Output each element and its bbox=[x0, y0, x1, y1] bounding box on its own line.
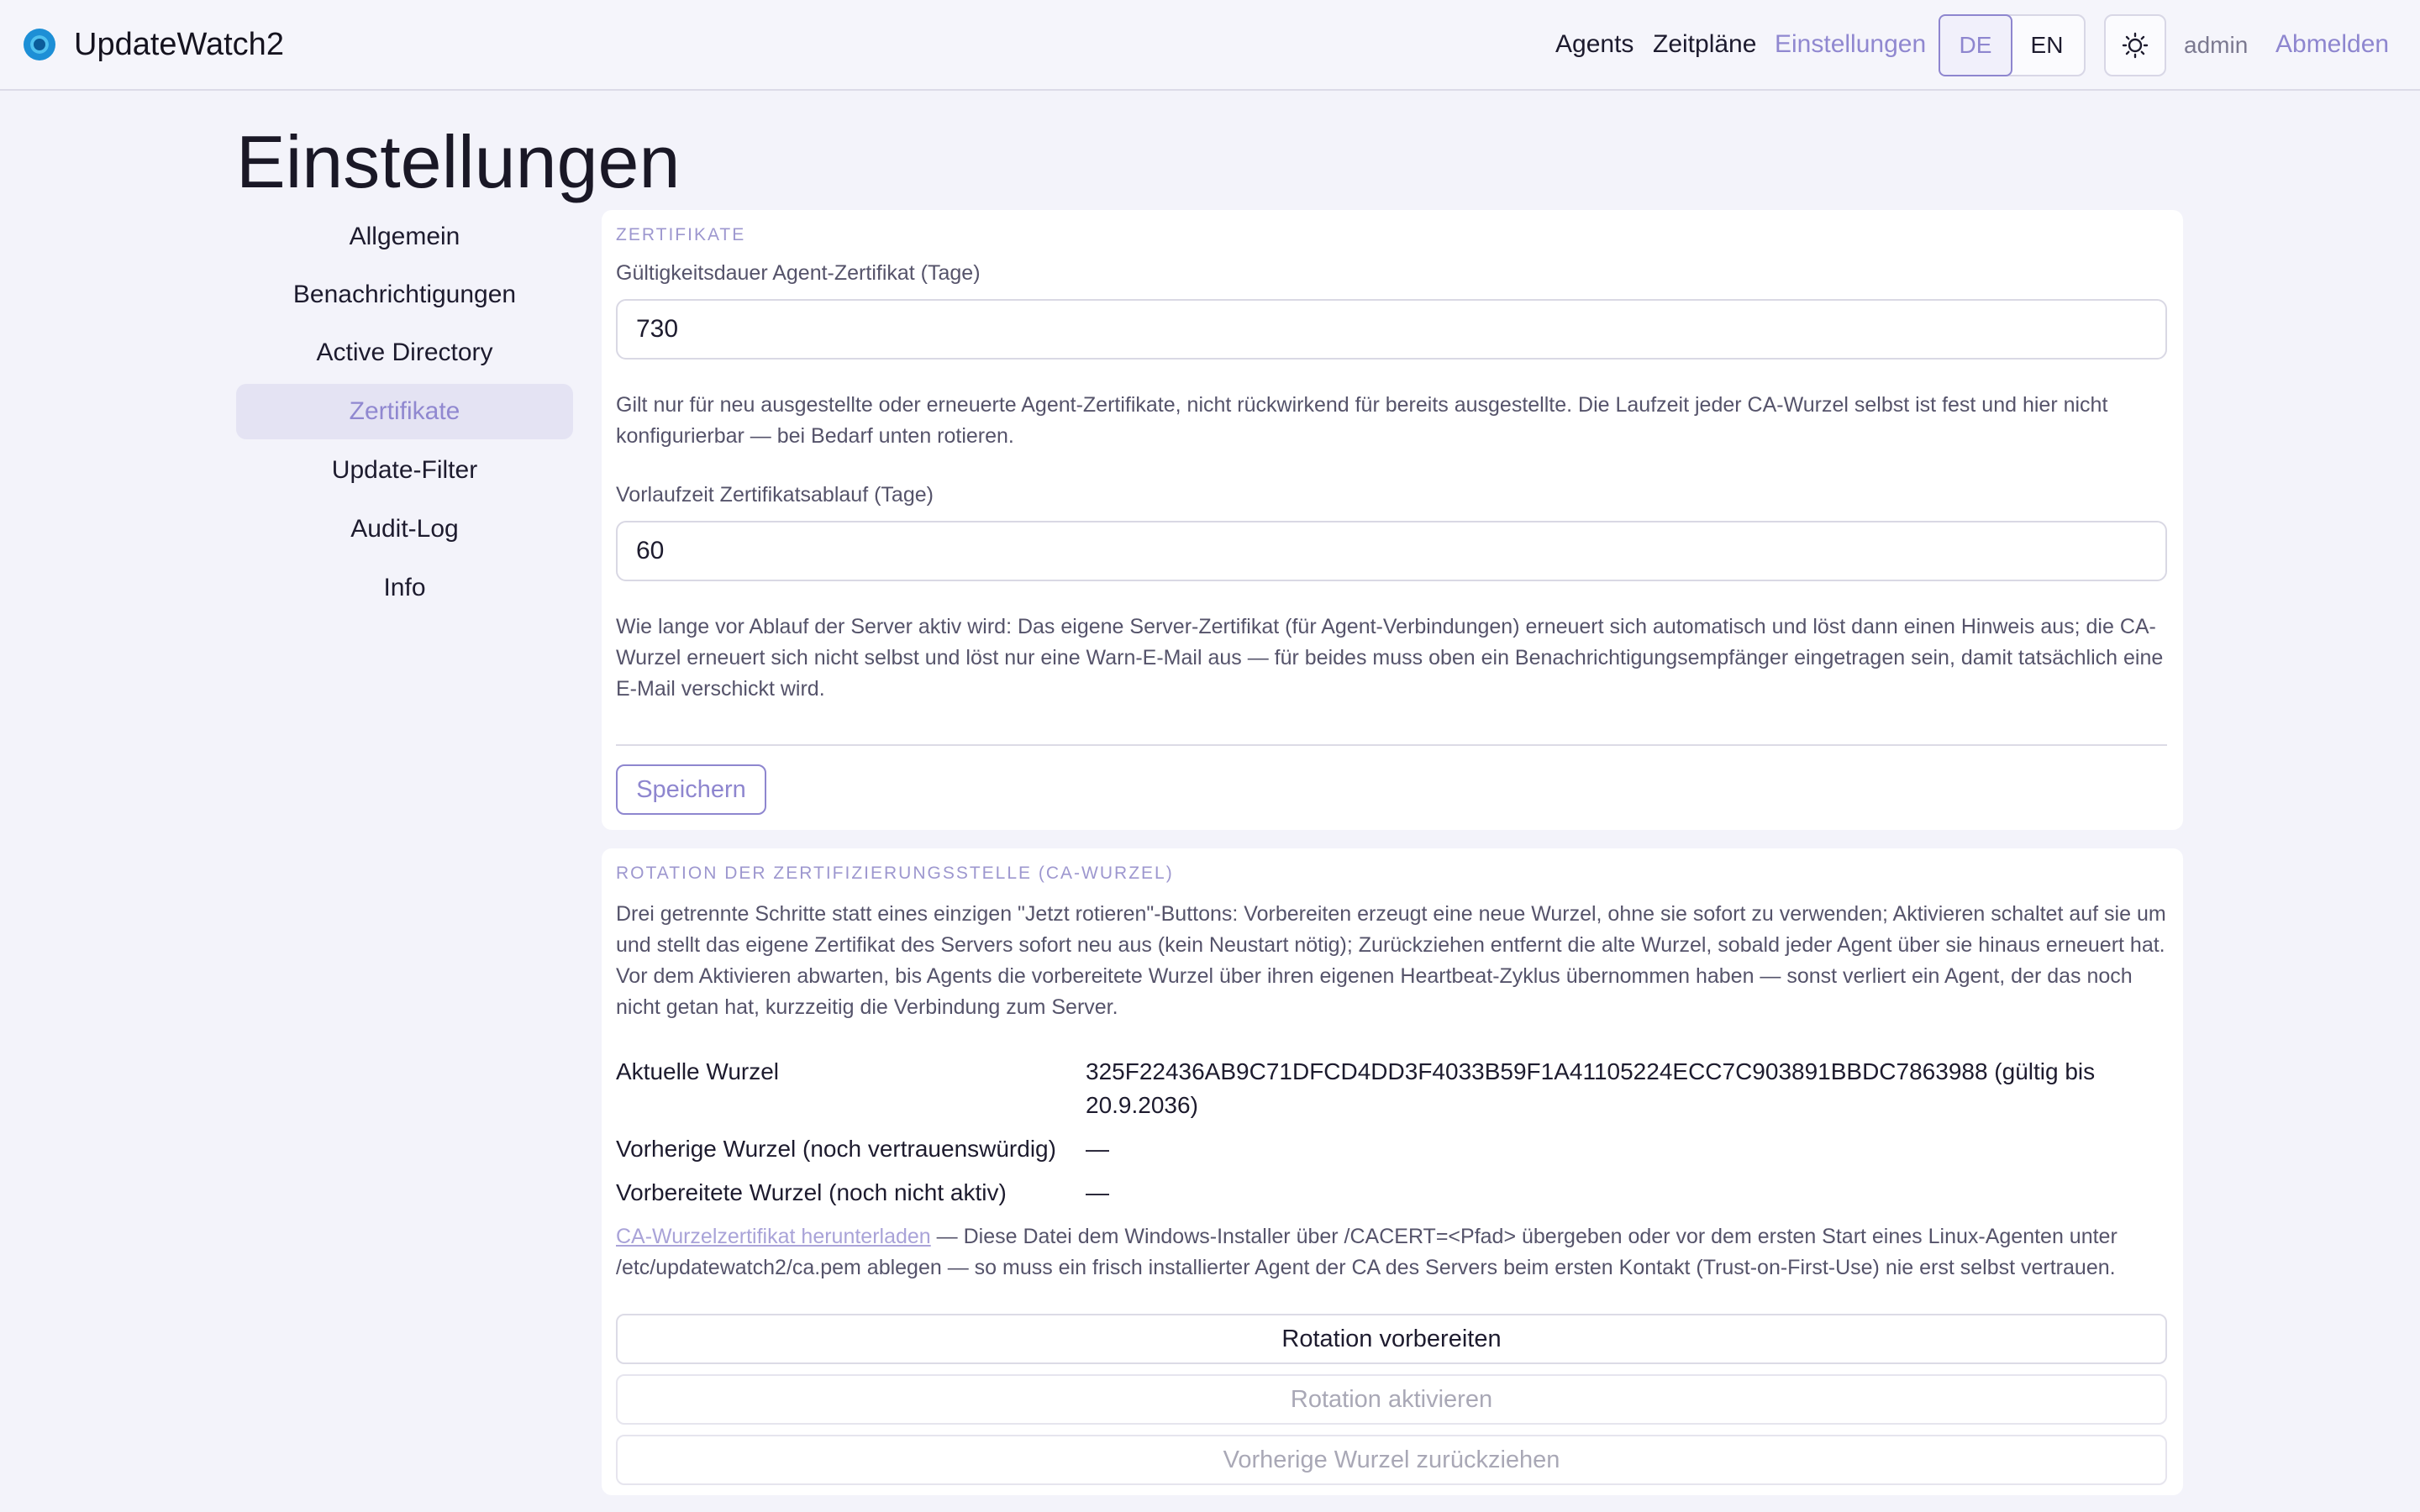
lead-time-help: Wie lange vor Ablauf der Server aktiv wird: Das eigene Server-Zertifikat (für Agent-Verbindungen) erneuert sich automatisch und löst dann einen Hinweis aus; die CA-Wurzel erneuert sich nicht selbst und löst nur eine Warn-E-Mail aus — für beides muss oben ein Benachrichtigungsempfänger eingetragen sein, damit tatsächlich eine E-Mail verschickt wird. bbox=[616, 615, 2164, 701]
page-title: Einstellungen bbox=[236, 120, 681, 203]
sidebar-item-update-filter[interactable]: Update-Filter bbox=[331, 456, 478, 484]
sidebar-item-info[interactable]: Info bbox=[383, 574, 426, 601]
nav-schedules[interactable]: Zeitpläne bbox=[1653, 30, 1757, 58]
sidebar-item-notifications[interactable]: Benachrichtigungen bbox=[292, 281, 517, 308]
ca-download-link[interactable]: CA-Wurzelzertifikat herunterladen bbox=[616, 1225, 931, 1248]
validity-input[interactable] bbox=[616, 299, 2167, 360]
lead-time-label: Vorlaufzeit Zertifikatsablauf (Tage) bbox=[616, 483, 934, 507]
certificates-section-label: ZERTIFIKATE bbox=[616, 225, 746, 244]
prepared-root-label: Vorbereitete Wurzel (noch nicht aktiv) bbox=[616, 1179, 1007, 1205]
sun-icon bbox=[2106, 16, 2165, 75]
current-root-value: 325F22436AB9C71DFCD4DD3F4033B59F1A41105224ECC7C903891BBDC7863988 (gültig bis 20.9.2036) bbox=[1086, 1058, 2096, 1118]
previous-root-value: — bbox=[1086, 1136, 1109, 1162]
nav-agents[interactable]: Agents bbox=[1555, 30, 1634, 58]
activate-rotation-button[interactable]: Rotation aktivieren bbox=[616, 1374, 2167, 1425]
lead-time-input[interactable] bbox=[616, 521, 2167, 581]
rotation-description: Drei getrennte Schritte statt eines einzigen "Jetzt rotieren"-Buttons: Vorbereiten erzeugt eine neue Wurzel, ohne sie sofort zu verwenden; Aktivieren schaltet auf sie um und stellt das eigene Zertifikat des Servers sofort neu aus (kein Neustart nötig); Zurückziehen entfernt die alte Wurzel, sobald jeder Agent über sie hinaus erneuert hat. Vor dem Aktivieren abwarten, bis Agents die vorbereitete Wurzel über ihren eigenen Heartbeat-Zyklus übernommen haben — sonst verliert ein Agent, der das noch nicht getan hat, kurzzeitig die Verbindung zum Server. bbox=[616, 902, 2166, 1019]
current-root-label: Aktuelle Wurzel bbox=[616, 1058, 780, 1084]
language-switcher bbox=[1939, 14, 2086, 76]
sidebar-item-certificates[interactable]: Zertifikate bbox=[236, 384, 573, 439]
top-bar bbox=[0, 0, 2420, 91]
theme-toggle-button[interactable] bbox=[2104, 14, 2166, 76]
prepare-rotation-button[interactable]: Rotation vorbereiten bbox=[616, 1314, 2167, 1364]
ca-rotation-card bbox=[602, 848, 2183, 1495]
card-divider bbox=[616, 744, 2167, 746]
save-button[interactable]: Speichern bbox=[616, 764, 766, 815]
sidebar-item-active-directory[interactable]: Active Directory bbox=[316, 339, 493, 366]
validity-label: Gültigkeitsdauer Agent-Zertifikat (Tage) bbox=[616, 261, 981, 285]
sidebar-item-audit-log[interactable]: Audit-Log bbox=[350, 515, 459, 543]
validity-help: Gilt nur für neu ausgestellte oder erneuerte Agent-Zertifikate, nicht rückwirkend für bereits ausgestellte. Die Laufzeit jeder CA-Wurzel selbst ist fest und hier nicht konfigurierbar — bei Bedarf unten rotieren. bbox=[616, 393, 2108, 448]
rotation-section-label: ROTATION DER ZERTIFIZIERUNGSSTELLE (CA-WURZEL) bbox=[616, 864, 1174, 883]
app-logo-icon bbox=[24, 29, 55, 60]
lang-de-button[interactable]: DE bbox=[1939, 14, 2012, 76]
ca-download-note bbox=[616, 1221, 2179, 1284]
current-user: admin bbox=[2184, 32, 2249, 58]
ca-download-text: — Diese Datei dem Windows-Installer über /CACERT=<Pfad> übergeben oder vor dem ersten Start eines Linux-Agenten unter /etc/updatewatch2/ca.pem ablegen — so muss ein frisch installierter Agent der CA des Servers beim ersten Kontakt (Trust-on-First-Use) nie erst selbst vertrauen. bbox=[616, 1225, 2118, 1279]
certificates-card bbox=[602, 210, 2183, 830]
previous-root-label: Vorherige Wurzel (noch vertrauenswürdig) bbox=[616, 1136, 1056, 1162]
retire-previous-root-button[interactable]: Vorherige Wurzel zurückziehen bbox=[616, 1435, 2167, 1485]
lang-en-button[interactable]: EN bbox=[2030, 32, 2064, 58]
prepared-root-value: — bbox=[1086, 1179, 1109, 1205]
app-title: UpdateWatch2 bbox=[74, 27, 284, 62]
nav-settings[interactable]: Einstellungen bbox=[1775, 30, 1927, 58]
sidebar-item-general[interactable]: Allgemein bbox=[349, 223, 460, 250]
logout-link[interactable]: Abmelden bbox=[2275, 30, 2390, 58]
